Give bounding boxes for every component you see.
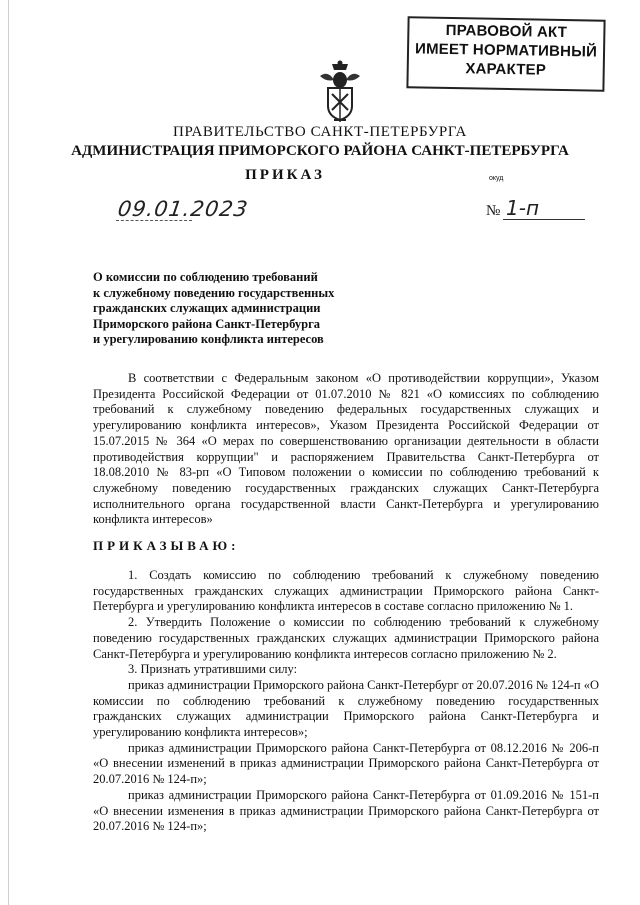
subject-line: О комиссии по соблюдению требований — [93, 270, 318, 284]
number-underline — [503, 219, 585, 220]
normative-act-stamp — [406, 16, 605, 91]
date-underline — [116, 220, 192, 221]
handwritten-number: 1-п — [506, 196, 540, 220]
subject-line: к служебному поведению государственных — [93, 285, 335, 300]
repealed-order-2: приказ администрации Приморского района Санкт-Петербурга от 08.12.2016 № 206-п «О внесении изменений в приказ администрации Приморского района Санкт-Петербурга от 20.07.2016 № 124-п»; — [93, 740, 599, 787]
repealed-order-1: приказ администрации Приморского района Санкт-Петербург от 20.07.2016 № 124-п «О комиссии по соблюдению требований к служебному поведению государственных гражданских служащих администрации Приморского района Санкт-Петербурга и урегулированию конфликта интересов»; — [93, 677, 599, 740]
repealed-order-3: приказ администрации Приморского района Санкт-Петербурга от 01.09.2016 № 151-п «О внесении изменения в приказ администрации Приморского района Санкт-Петербурга от 20.07.2016 № 124-п»; — [93, 787, 599, 834]
preamble-block — [93, 371, 599, 528]
okud-label: окуд — [489, 175, 504, 182]
order-item-1: 1. Создать комиссию по соблюдению требований к служебному поведению государственных гражданских служащих администрации Приморского района Санкт-Петербурга и урегулированию конфликта интересов в составе согласно приложению № 1. — [93, 568, 599, 614]
subject-line: гражданских служащих администрации — [93, 301, 321, 316]
order-item-3: 3. Признать утратившими силу: — [128, 662, 298, 677]
government-title: ПРАВИТЕЛЬСТВО САНКТ-ПЕТЕРБУРГА — [173, 124, 467, 140]
subject-line: Приморского района Санкт-Петербурга — [93, 316, 321, 331]
order-items — [93, 568, 599, 835]
document-type: ПРИКАЗ — [245, 167, 325, 183]
coat-of-arms-emblem — [318, 60, 362, 124]
order-subject — [93, 270, 334, 348]
number-label: № — [486, 203, 501, 219]
subject-line: и урегулированию конфликта интересов — [93, 332, 324, 347]
order-word: ПРИКАЗЫВАЮ: — [93, 538, 240, 553]
handwritten-date: 09.01.2023 — [116, 197, 250, 221]
stamp-line: ХАРАКТЕР — [465, 60, 547, 79]
order-item-2: 2. Утвердить Положение о комиссии по соблюдению требований к служебному поведению государственных гражданских служащих администрации Приморского района Санкт-Петербурга и урегулированию конфликта интересов согласно приложению № 2. — [93, 615, 599, 661]
stamp-line: ИМЕЕТ НОРМАТИВНЫЙ — [414, 40, 598, 61]
administration-title: АДМИНИСТРАЦИЯ ПРИМОРСКОГО РАЙОНА САНКТ-ПЕТЕРБУРГА — [71, 143, 569, 159]
stamp-line: ПРАВОВОЙ АКТ — [445, 21, 568, 42]
preamble-text: В соответствии с Федеральным законом «О противодействии коррупции», Указом Президента Российской Федерации от 01.07.2010 № 821 «О комиссиях по соблюдению требований к служебному поведению федеральных государственных служащих и урегулированию конфликта интересов», Указом Президента Российской Федерации от 15.07.2015 № 364 «О мерах по совершенствованию организации деятельности в области противодействия коррупции" и распоряжением Правительства Санкт-Петербурга от 18.08.2010 № 83-рп «О Типовом положении о комиссии по соблюдению требований к служебному поведению государственных гражданских служащих Санкт-Петербурга исполнительного органа государственной власти Санкт-Петербурга и урегулированию конфликта интересов» — [93, 371, 599, 527]
